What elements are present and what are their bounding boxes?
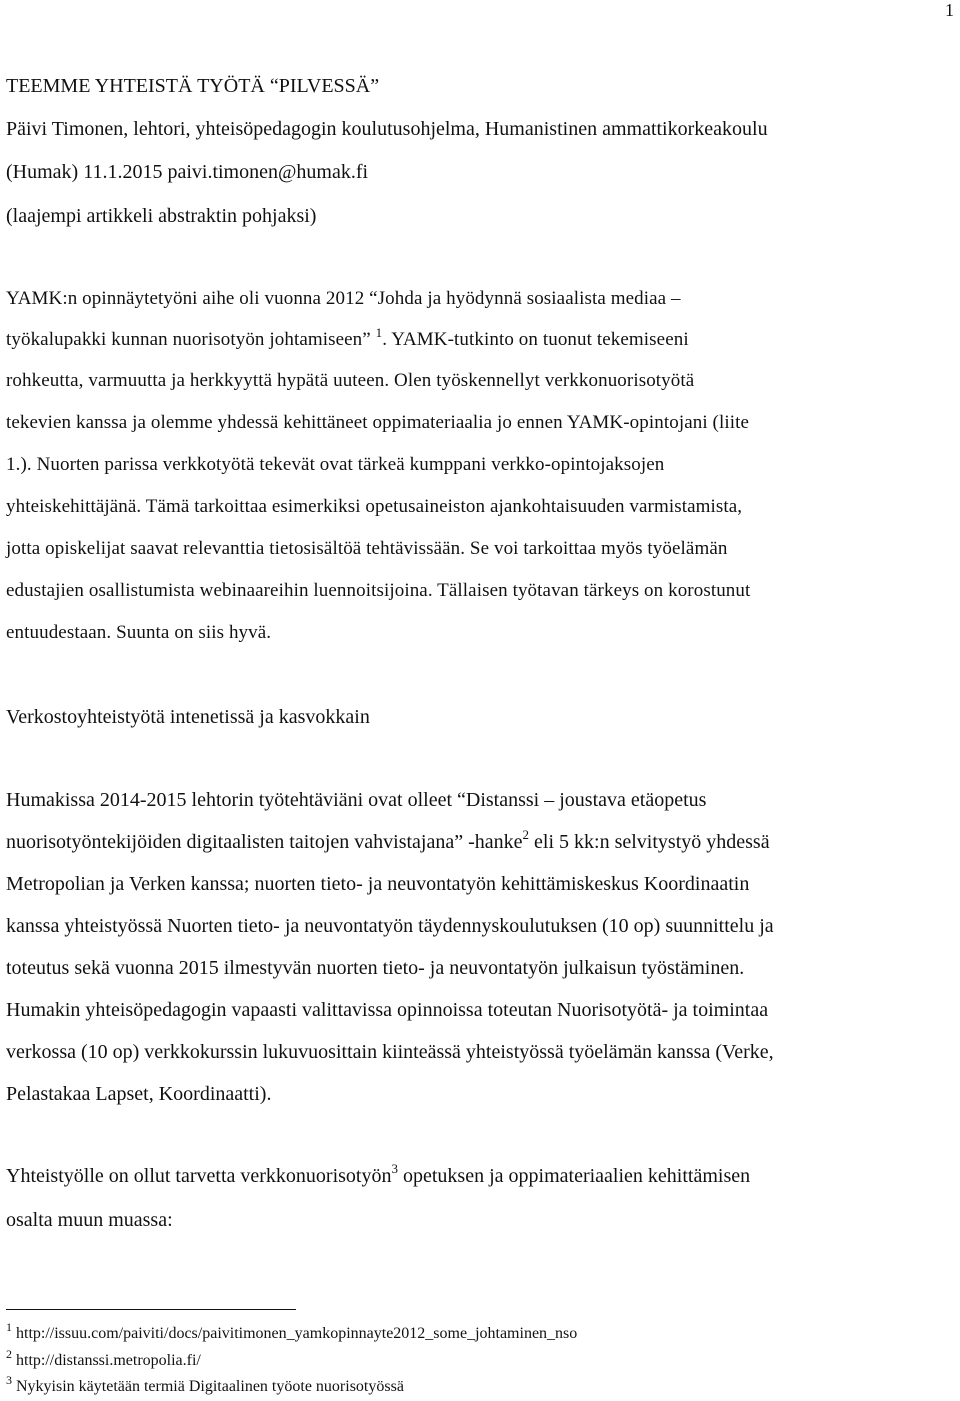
paragraph-2-line-3: Metropolian ja Verken kanssa; nuorten tieto- ja neuvontatyön kehittämiskeskus Koordinaatin (6, 873, 750, 895)
text-span: nuorisotyöntekijöiden digitaalisten taitojen vahvistajana” -hanke (6, 831, 523, 853)
footnote-number: 3 (6, 1372, 12, 1387)
page-number: 1 (945, 0, 954, 20)
paragraph-1-line-2 (6, 324, 689, 350)
footnote-link[interactable]: http://issuu.com/paiviti/docs/paivitimonen_yamkopinnayte2012_some_johtaminen_nso (12, 1325, 578, 1342)
paragraph-1-line-6: yhteiskehittäjänä. Tämä tarkoittaa esimerkiksi opetusaineiston ajankohtaisuuden varmistamista, (6, 496, 743, 517)
paragraph-1-line-9: entuudestaan. Suunta on siis hyvä. (6, 622, 272, 643)
paragraph-1-line-8: edustajien osallistumista webinaareihin luennoitsijoina. Tällaisen työtavan tärkeys on korostunut (6, 580, 751, 601)
paragraph-1-line-4: tekevien kanssa ja olemme yhdessä kehittäneet oppimateriaalia jo ennen YAMK-opintojani (liite (6, 412, 750, 433)
footnote-text: Nykyisin käytetään termiä Digitaalinen työote nuorisotyössä (12, 1378, 404, 1395)
author-line-1: Päivi Timonen, lehtori, yhteisöpedagogin koulutusohjelma, Humanistinen ammattikorkeakoulu (6, 118, 768, 140)
paragraph-2-line-8: Pelastakaa Lapset, Koordinaatti). (6, 1083, 272, 1105)
text-span: . YAMK-tutkinto on tuonut tekemiseeni (382, 329, 689, 350)
paragraph-3-line-1 (6, 1161, 751, 1187)
document-title: TEEMME YHTEISTÄ TYÖTÄ “PILVESSÄ” (6, 75, 380, 97)
footnote-1 (6, 1319, 578, 1343)
footnote-ref-3: 3 (391, 1161, 398, 1177)
paragraph-2-line-5: toteutus sekä vuonna 2015 ilmestyvän nuorten tieto- ja neuvontatyön julkaisun työstäminen. (6, 957, 745, 979)
footnote-number: 2 (6, 1346, 12, 1361)
section-heading: Verkostoyhteistyötä intenetissä ja kasvokkain (6, 706, 370, 728)
paragraph-2-line-7: verkossa (10 op) verkkokurssin lukuvuosittain kiinteässä yhteistyössä työelämän kanssa (Verke, (6, 1041, 774, 1063)
paragraph-1-line-7: jotta opiskelijat saavat relevanttia tietosisältöä tehtävissään. Se voi tarkoittaa myös työelämän (6, 538, 728, 559)
footnote-2 (6, 1346, 201, 1370)
paragraph-2-line-4: kanssa yhteistyössä Nuorten tieto- ja neuvontatyön täydennyskoulutuksen (10 op) suunnittelu ja (6, 915, 774, 937)
text-span: Yhteistyölle on ollut tarvetta verkkonuorisotyön (6, 1165, 392, 1187)
paragraph-1-line-3: rohkeutta, varmuutta ja herkkyyttä hypätä uuteen. Olen työskennellyt verkkonuorisotyötä (6, 370, 695, 391)
paragraph-3-line-2: osalta muun muassa: (6, 1209, 173, 1231)
text-span: työkalupakki kunnan nuorisotyön johtamiseen” (6, 329, 376, 350)
paragraph-2-line-2 (6, 827, 770, 853)
footnote-number: 1 (6, 1319, 12, 1334)
paragraph-2-line-1: Humakissa 2014-2015 lehtorin työtehtäviäni ovat olleet “Distanssi – joustava etäopetus (6, 789, 707, 811)
text-span: opetuksen ja oppimateriaalien kehittämisen (398, 1165, 751, 1187)
note-line: (laajempi artikkeli abstraktin pohjaksi) (6, 205, 317, 227)
text-span: eli 5 kk:n selvitystyö yhdessä (529, 831, 770, 853)
footnote-link[interactable]: http://distanssi.metropolia.fi/ (12, 1352, 201, 1369)
paragraph-1-line-5: 1.). Nuorten parissa verkkotyötä tekevät ovat tärkeä kumppani verkko-opintojaksojen (6, 454, 665, 475)
footnote-separator (6, 1309, 296, 1310)
footnote-ref-1: 1 (375, 324, 383, 340)
author-line-2: (Humak) 11.1.2015 paivi.timonen@humak.fi (6, 161, 369, 183)
paragraph-2-line-6: Humakin yhteisöpedagogin vapaasti valittavissa opinnoissa toteutan Nuorisotyötä- ja toimintaa (6, 999, 769, 1021)
footnote-3 (6, 1372, 404, 1396)
footnote-ref-2: 2 (522, 827, 530, 843)
paragraph-1-line-1: YAMK:n opinnäytetyöni aihe oli vuonna 2012 “Johda ja hyödynnä sosiaalista mediaa – (6, 288, 681, 309)
